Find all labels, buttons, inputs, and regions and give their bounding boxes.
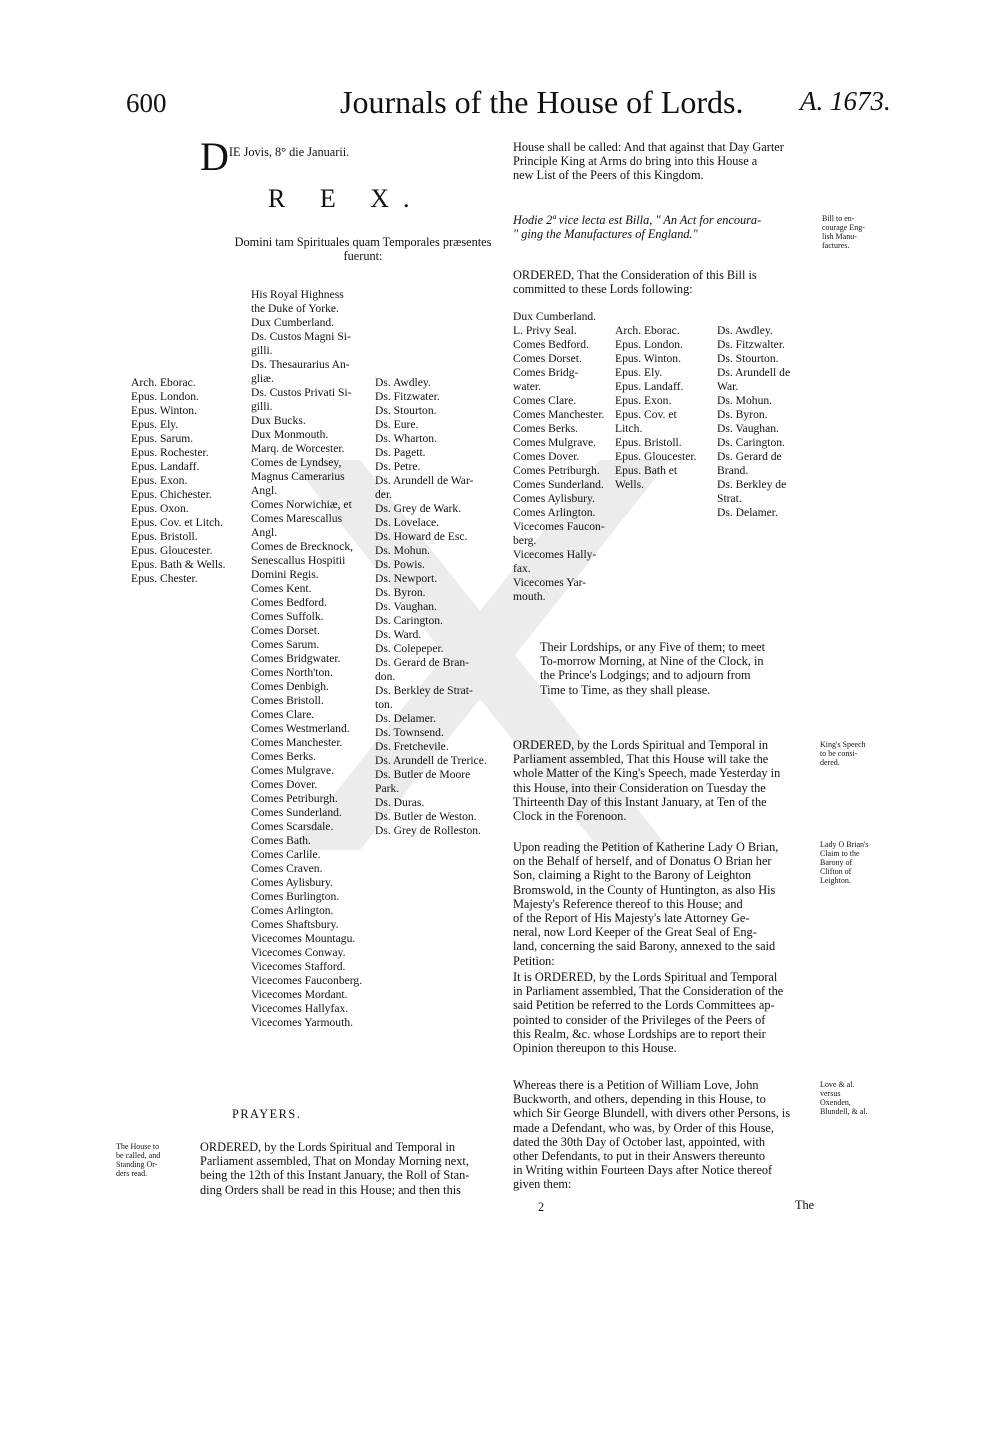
committee-entry: Vicecomes Yar-: [513, 576, 587, 589]
committee-entry: Epus. Bath et: [615, 464, 678, 477]
committee-order: [513, 268, 819, 296]
text-line: being the 12th of this Instant January, the Roll of Stan-: [200, 1168, 470, 1183]
margin-line: King's Speech: [820, 740, 866, 749]
text-line: ding Orders shall be read in this House; and then this: [200, 1182, 461, 1197]
bishop-entry: Epus. Bristoll.: [131, 530, 198, 543]
peer-entry: Dux Monmouth.: [251, 428, 329, 441]
peer-entry: Comes Shaftsbury.: [251, 918, 339, 931]
bishop-entry: Epus. Chester.: [131, 572, 198, 585]
committee-entry: Arch. Eborac.: [615, 324, 680, 337]
margin-line: Blundell, & al.: [820, 1107, 868, 1116]
peer-entry: gilli.: [251, 344, 273, 357]
peer-entry: Ds. Powis.: [375, 558, 425, 571]
peer-entry: Domini Regis.: [251, 568, 319, 581]
peer-entry: Comes Westmerland.: [251, 722, 350, 735]
domini-line: Domini tam Spirituales quam Temporales præsentes: [234, 235, 492, 249]
text-line: committed to these Lords following:: [513, 282, 693, 297]
peer-entry: Ds. Fretchevile.: [375, 740, 449, 753]
text-line: Buckworth, and others, depending in this House, to: [513, 1092, 766, 1107]
text-line: dated the 30th Day of October last, appointed, with: [513, 1134, 766, 1149]
bishop-entry: Epus. Sarum.: [131, 432, 194, 445]
margin-line: Claim to the: [820, 849, 860, 858]
page-title-text: Journals of the House of Lords.: [340, 84, 744, 120]
peer-entry: Ds. Townsend.: [375, 726, 444, 739]
committee-entry: Epus. Bristoll.: [615, 436, 682, 449]
peer-entry: Comes Suffolk.: [251, 610, 324, 623]
peer-entry: Ds. Lovelace.: [375, 516, 440, 529]
bishop-entry: Epus. Winton.: [131, 404, 197, 417]
prayers-order: [200, 1140, 494, 1197]
committee-entry: Ds. Awdley.: [717, 324, 773, 337]
peer-entry: Vicecomes Yarmouth.: [251, 1016, 354, 1029]
committee-entry: Wells.: [615, 478, 645, 491]
text-line: Son, claiming a Right to the Barony of Leighton: [513, 868, 752, 883]
peer-entry: Ds. Grey de Wark.: [375, 502, 462, 515]
text-line: Petition:: [513, 953, 555, 968]
peer-entry: Comes Sunderland.: [251, 806, 342, 819]
house-called-paragraph: [513, 140, 826, 183]
peer-entry: Magnus Camerarius: [251, 470, 345, 483]
peer-entry: ton.: [375, 698, 393, 711]
text-line: Parliament assembled, That on Monday Morning next,: [200, 1154, 469, 1169]
text-line: in Parliament assembled, That the Consideration of the: [513, 984, 784, 999]
text-line: Hodie 2ª vice lecta est Billa, " An Act for encoura-: [513, 213, 762, 227]
peer-entry: Ds. Duras.: [375, 796, 425, 809]
peer-entry: Ds. Butler de Moore: [375, 768, 471, 781]
committee-entry: Ds. Fitzwalter.: [717, 338, 785, 351]
peers-list-col2: [375, 376, 487, 838]
sitting-date: [200, 134, 350, 179]
peer-entry: Comes Mulgrave.: [251, 764, 335, 777]
bishop-entry: Epus. London.: [131, 390, 199, 403]
committee-entry: Epus. Gloucester.: [615, 450, 697, 463]
margin-line: dered.: [820, 758, 840, 767]
committee-entry: War.: [717, 380, 739, 393]
peer-entry: Ds. Delamer.: [375, 712, 436, 725]
committee-entry: Epus. London.: [615, 338, 683, 351]
text-line: land, concerning the said Barony, annexed to the said: [513, 939, 776, 954]
peer-entry: Comes Kent.: [251, 582, 312, 595]
committee-entry: Epus. Exon.: [615, 394, 672, 407]
peer-entry: Ds. Butler de Weston.: [375, 810, 477, 823]
committee-entry: Comes Bedford.: [513, 338, 589, 351]
margin-line: Clifton of: [820, 867, 852, 876]
text-line: Their Lordships, or any Five of them; to meet: [540, 640, 766, 654]
peer-entry: Comes Marescallus: [251, 512, 343, 525]
peer-entry: Ds. Custos Privati Si-: [251, 386, 352, 399]
committee-entry: Comes Arlington.: [513, 506, 596, 519]
committee-entry: Dux Cumberland.: [513, 310, 597, 323]
margin-line: Love & al.: [820, 1080, 855, 1089]
peer-entry: Ds. Howard de Esc.: [375, 530, 468, 543]
margin-line: Lady O Brian's: [820, 840, 869, 849]
peer-entry: Ds. Pagett.: [375, 446, 426, 459]
peer-entry: Ds. Eure.: [375, 418, 419, 431]
committee-entry: Ds. Mohun.: [717, 394, 773, 407]
peer-entry: His Royal Highness: [251, 288, 344, 301]
peer-entry: Ds. Petre.: [375, 460, 421, 473]
rex-heading: R E X.: [268, 184, 424, 213]
text-line: Opinion thereupon to this House.: [513, 1041, 677, 1056]
peer-entry: Ds. Berkley de Strat-: [375, 684, 473, 697]
margin-line: Barony of: [820, 858, 853, 867]
peer-entry: Vicecomes Stafford.: [251, 960, 346, 973]
page-year: A. 1673.: [800, 86, 891, 116]
committee-entry: Ds. Carington.: [717, 436, 785, 449]
bishop-entry: Epus. Oxon.: [131, 502, 189, 515]
peer-entry: Angl.: [251, 526, 278, 539]
peer-entry: Vicecomes Conway.: [251, 946, 346, 959]
committee-entry: berg.: [513, 534, 537, 547]
peer-entry: gilli.: [251, 400, 273, 413]
text-line: House shall be called: And that against that Day Garter: [513, 140, 784, 154]
bishop-entry: Epus. Chichester.: [131, 488, 212, 501]
peer-entry: Vicecomes Mountagu.: [251, 932, 356, 945]
committee-entry: Ds. Stourton.: [717, 352, 779, 365]
margin-line: Leighton.: [820, 876, 851, 885]
peer-entry: Comes Petriburgh.: [251, 792, 338, 805]
lordships-meeting: [540, 640, 820, 697]
peer-entry: Ds. Awdley.: [375, 376, 431, 389]
committee-entry: Comes Clare.: [513, 394, 577, 407]
peer-entry: Comes Norwichiæ, et: [251, 498, 352, 511]
peer-entry: Ds. Ward.: [375, 628, 422, 641]
text-line: pointed to consider of the Privileges of the Peers of: [513, 1012, 766, 1027]
bill-margin-note: [822, 214, 882, 250]
bishop-entry: Epus. Ely.: [131, 418, 179, 431]
committee-entry: Ds. Berkley de: [717, 478, 787, 491]
committee-entry: Epus. Ely.: [615, 366, 663, 379]
peer-entry: Park.: [375, 782, 400, 795]
catchword: The: [795, 1198, 815, 1212]
peer-entry: Comes Bedford.: [251, 596, 327, 609]
committee-entry: Brand.: [717, 464, 749, 477]
committee-entry: Strat.: [717, 492, 742, 505]
margin-line: courage Eng-: [822, 223, 865, 232]
peer-entry: Comes Aylisbury.: [251, 876, 333, 889]
margin-line: Bill to en-: [822, 214, 855, 223]
text-line: Whereas there is a Petition of William Love, John: [513, 1078, 759, 1092]
peer-entry: Comes Sarum.: [251, 638, 320, 651]
committee-entry: Litch.: [615, 422, 643, 435]
peer-entry: Comes Clare.: [251, 708, 315, 721]
peer-entry: Comes Manchester.: [251, 736, 343, 749]
prayers-heading: PRAYERS.: [232, 1107, 302, 1121]
text-line: ORDERED, That the Consideration of this Bill is: [513, 268, 757, 282]
peer-entry: Ds. Wharton.: [375, 432, 437, 445]
text-line: ORDERED, by the Lords Spiritual and Temporal in: [513, 738, 769, 752]
text-line: ORDERED, by the Lords Spiritual and Temporal in: [200, 1140, 456, 1154]
text-line: Parliament assembled, That this House will take the: [513, 752, 769, 767]
margin-line: Standing Or-: [116, 1160, 158, 1169]
bishop-entry: Epus. Rochester.: [131, 446, 209, 459]
committee-col2: [615, 324, 696, 492]
peer-entry: Comes Craven.: [251, 862, 323, 875]
peer-entry: Ds. Thesaurarius An-: [251, 358, 350, 371]
peer-entry: Comes Arlington.: [251, 904, 334, 917]
peer-entry: Dux Cumberland.: [251, 316, 335, 329]
peer-entry: Angl.: [251, 484, 278, 497]
margin-line: lish Manu-: [822, 232, 857, 241]
love-margin-note: [820, 1080, 890, 1116]
text-line: Time to Time, as they shall please.: [540, 682, 711, 697]
peer-entry: Comes Berks.: [251, 750, 317, 763]
text-line: To-morrow Morning, at Nine of the Clock, in: [540, 654, 764, 669]
committee-entry: mouth.: [513, 590, 546, 603]
committee-entry: Vicecomes Hally-: [513, 548, 597, 561]
committee-entry: Comes Manchester.: [513, 408, 605, 421]
date-text: IE Jovis, 8° die Januarii.: [228, 145, 350, 159]
margin-line: be called, and: [116, 1151, 161, 1160]
love-petition: [513, 1078, 820, 1192]
text-line: " ging the Manufactures of England.": [513, 227, 698, 242]
text-line: new List of the Peers of this Kingdom.: [513, 168, 704, 183]
committee-entry: water.: [513, 380, 542, 393]
committee-col3: [717, 324, 790, 520]
bishop-entry: Epus. Landaff.: [131, 460, 200, 473]
text-line: Clock in the Forenoon.: [513, 809, 627, 824]
committee-entry: Epus. Landaff.: [615, 380, 684, 393]
peer-entry: Senescallus Hospitii: [251, 554, 346, 567]
committee-entry: Ds. Delamer.: [717, 506, 778, 519]
committee-col1: [513, 310, 605, 604]
peer-entry: Comes Scarsdale.: [251, 820, 334, 833]
text-line: given them:: [513, 1177, 572, 1192]
page-number: 600: [126, 88, 167, 118]
peer-entry: Comes Bath.: [251, 834, 311, 847]
peer-entry: Comes Dover.: [251, 778, 318, 791]
peer-entry: gliæ.: [251, 372, 274, 385]
peer-entry: Comes de Lyndsey,: [251, 456, 342, 469]
committee-entry: Comes Dorset.: [513, 352, 582, 365]
bishop-entry: Epus. Cov. et Litch.: [131, 516, 223, 529]
text-line: Upon reading the Petition of Katherine Lady O Brian,: [513, 840, 779, 854]
margin-line: to be consi-: [820, 749, 858, 758]
peer-entry: Ds. Vaughan.: [375, 600, 437, 613]
text-line: made a Defendant, who was, by Order of this House,: [513, 1120, 774, 1135]
committee-entry: Comes Petriburgh.: [513, 464, 600, 477]
bill-second-reading: [513, 213, 813, 241]
text-line: Thirteenth Day of this Instant January, at Ten of the: [513, 794, 767, 809]
prayers-margin-note: [116, 1142, 201, 1178]
dropcap: D: [200, 134, 229, 179]
text-line: Principle King at Arms do bring into this House a: [513, 154, 758, 169]
peer-entry: Ds. Fitzwater.: [375, 390, 440, 403]
committee-entry: Comes Aylisbury.: [513, 492, 595, 505]
text-line: neral, now Lord Keeper of the Great Seal of Eng-: [513, 925, 757, 940]
peer-entry: Ds. Custos Magni Si-: [251, 330, 351, 343]
text-line: on the Behalf of herself, and of Donatus O Brian her: [513, 854, 772, 869]
bishop-entry: Epus. Exon.: [131, 474, 188, 487]
obrian-petition: [513, 840, 820, 968]
text-line: whole Matter of the King's Speech, made Yesterday in: [513, 766, 781, 781]
committee-entry: Comes Bridg-: [513, 366, 579, 379]
peer-entry: Dux Bucks.: [251, 414, 306, 427]
committee-entry: Vicecomes Faucon-: [513, 520, 605, 533]
peer-entry: Marq. de Worcester.: [251, 442, 345, 455]
margin-line: Oxenden,: [820, 1098, 851, 1107]
committee-entry: Ds. Vaughan.: [717, 422, 779, 435]
peer-entry: Comes Dorset.: [251, 624, 320, 637]
text-line: in Writing within Fourteen Days after Notice thereof: [513, 1163, 773, 1178]
peer-entry: Comes Bridgwater.: [251, 652, 341, 665]
peer-entry: Ds. Mohun.: [375, 544, 431, 557]
peer-entry: Comes Denbigh.: [251, 680, 329, 693]
peer-entry: Vicecomes Mordant.: [251, 988, 348, 1001]
fuerunt-line: fuerunt:: [343, 249, 383, 264]
peer-entry: don.: [375, 670, 396, 683]
peer-entry: Ds. Stourton.: [375, 404, 437, 417]
margin-line: The House to: [116, 1142, 160, 1151]
margin-line: ders read.: [116, 1169, 148, 1178]
committee-entry: Comes Sunderland.: [513, 478, 604, 491]
text-line: It is ORDERED, by the Lords Spiritual and Temporal: [513, 970, 778, 984]
bishop-entry: Arch. Eborac.: [131, 376, 196, 389]
peer-entry: Comes Carlile.: [251, 848, 321, 861]
text-line: Bromswold, in the County of Huntington, as also His: [513, 882, 776, 897]
committee-entry: Comes Berks.: [513, 422, 579, 435]
committee-entry: Ds. Gerard de: [717, 450, 782, 463]
peer-entry: der.: [375, 488, 393, 501]
committee-entry: Epus. Winton.: [615, 352, 681, 365]
peer-entry: the Duke of Yorke.: [251, 302, 339, 315]
text-line: said Petition be referred to the Lords Committees ap-: [513, 998, 775, 1013]
peer-entry: Ds. Gerard de Bran-: [375, 656, 470, 669]
peer-entry: Ds. Arundell de Trerice.: [375, 754, 487, 767]
domini-heading: [229, 235, 497, 263]
peer-entry: Ds. Grey de Rolleston.: [375, 824, 481, 837]
committee-entry: Ds. Arundell de: [717, 366, 791, 379]
signature-mark: 2: [538, 1200, 545, 1214]
committee-entry: Epus. Cov. et: [615, 408, 677, 421]
peer-entry: Comes North'ton.: [251, 666, 333, 679]
page-title: [340, 84, 743, 121]
peer-entry: Ds. Newport.: [375, 572, 438, 585]
text-line: this House, into their Consideration on Tuesday the: [513, 780, 766, 795]
peer-entry: Ds. Byron.: [375, 586, 426, 599]
bishops-list: [131, 376, 226, 586]
peer-entry: Ds. Carington.: [375, 614, 443, 627]
committee-entry: Comes Mulgrave.: [513, 436, 597, 449]
bishop-entry: Epus. Gloucester.: [131, 544, 213, 557]
committee-entry: Ds. Byron.: [717, 408, 768, 421]
obrian-margin-note: [820, 840, 890, 885]
peer-entry: Comes de Brecknock,: [251, 540, 354, 553]
peer-entry: Ds. Colepeper.: [375, 642, 444, 655]
text-line: Majesty's Reference thereof to this House; and: [513, 896, 743, 911]
text-line: this Realm, &c. whose Lordships are to report their: [513, 1026, 766, 1041]
text-line: which Sir George Blundell, with divers other Persons, is: [513, 1106, 791, 1121]
committee-entry: L. Privy Seal.: [513, 324, 577, 337]
bishop-entry: Epus. Bath & Wells.: [131, 558, 226, 571]
peer-entry: Vicecomes Hallyfax.: [251, 1002, 349, 1015]
kings-speech-margin-note: [820, 740, 890, 767]
peer-entry: Comes Bristoll.: [251, 694, 324, 707]
peer-entry: Ds. Arundell de War-: [375, 474, 474, 487]
text-line: other Defendants, to put in their Answers thereunto: [513, 1149, 766, 1164]
peers-list-col1: [251, 288, 362, 1030]
committee-entry: Comes Dover.: [513, 450, 580, 463]
margin-line: factures.: [822, 241, 850, 250]
peer-entry: Vicecomes Fauconberg.: [251, 974, 363, 987]
peer-entry: Comes Burlington.: [251, 890, 340, 903]
text-line: of the Report of His Majesty's late Attorney Ge-: [513, 911, 750, 926]
text-line: the Prince's Lodgings; and to adjourn from: [540, 668, 751, 683]
privileges-order: [513, 970, 820, 1055]
margin-line: versus: [820, 1089, 841, 1098]
kings-speech-order: [513, 738, 820, 823]
committee-entry: fax.: [513, 562, 531, 575]
